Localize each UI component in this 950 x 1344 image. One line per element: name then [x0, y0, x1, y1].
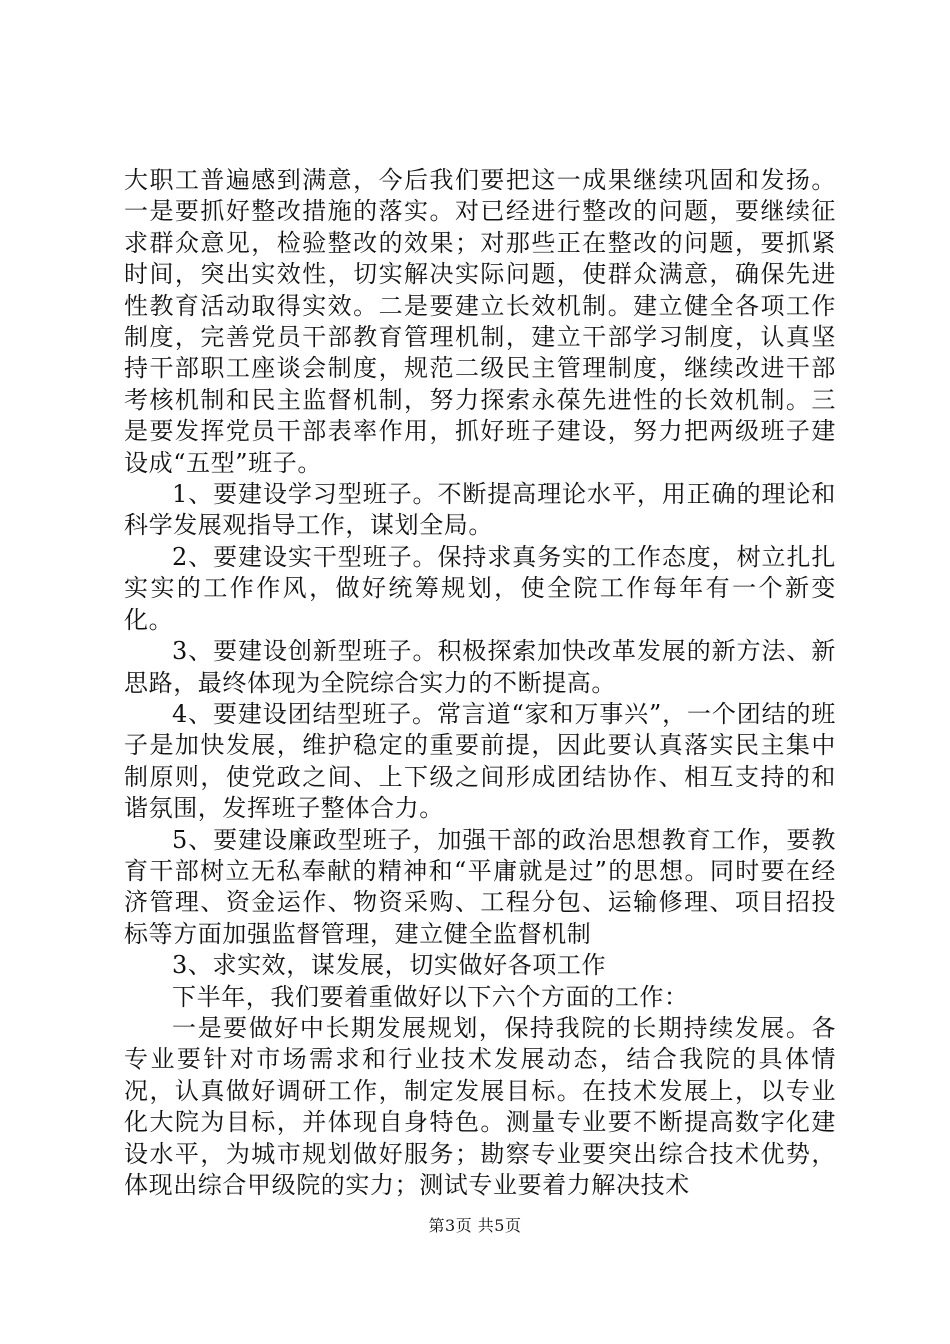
section-heading: 3、求实效，谋发展，切实做好各项工作: [172, 951, 607, 980]
paragraph-continuation: 大职工普遍感到满意，今后我们要把这一成果继续巩固和发扬。一是要抓好整改措施的落实。对已经进行整改的问题，要继续征求群众意见，检验整改的效果；对那些正在整改的问题，要抓紧时间，突出实效性，切实解决实际问题，使群众满意，确保先进性教育活动取得实效。二是要建立长效机制。建立健全各项工作制度，完善党员干部教育管理机制，建立干部学习制度，认真坚持干部职工座谈会制度，规范二级民主管理制度，继续改进干部考核机制和民主监督机制，努力探索永葆先进性的长效机制。三是要发挥党员干部表率作用，抓好班子建设，努力把两级班子建设成“五型”班子。: [124, 166, 836, 477]
paragraph-intro: 下半年，我们要着重做好以下六个方面的工作：: [172, 982, 689, 1011]
document-body: [124, 165, 836, 1201]
paragraph-item-4: 4、要建设团结型班子。常言道“家和万事兴”，一个团结的班子是加快发展，维护稳定的重要前提，因此要认真落实民主集中制原则，使党政之间、上下级之间形成团结协作、相互支持的和谐氛围，发挥班子整体合力。: [124, 699, 836, 823]
paragraph-item-2: 2、要建设实干型班子。保持求真务实的工作态度，树立扎扎实实的工作作风，做好统筹规划，使全院工作每年有一个新变化。: [124, 542, 836, 634]
paragraph-item-5: 5、要建设廉政型班子，加强干部的政治思想教育工作，要教育干部树立无私奉献的精神和“平庸就是过”的思想。同时要在经济管理、资金运作、物资采购、工程分包、运输修理、项目招投标等方面加强监督管理，建立健全监督机制: [124, 825, 836, 948]
paragraph-task-1: 一是要做好中长期发展规划，保持我院的长期持续发展。各专业要针对市场需求和行业技术发展动态，结合我院的具体情况，认真做好调研工作，制定发展目标。在技术发展上，以专业化大院为目标，并体现自身特色。测量专业要不断提高数字化建设水平，为城市规划做好服务；勘察专业要突出综合技术优势，体现出综合甲级院的实力；测试专业要着力解决技术: [124, 1013, 836, 1199]
paragraph-item-1: 1、要建设学习型班子。不断提高理论水平，用正确的理论和科学发展观指导工作，谋划全局。: [124, 480, 836, 540]
page-footer: 第3页 共5页: [428, 1216, 522, 1235]
paragraph-item-3: 3、要建设创新型班子。积极探索加快改革发展的新方法、新思路，最终体现为全院综合实力的不断提高。: [124, 637, 836, 697]
